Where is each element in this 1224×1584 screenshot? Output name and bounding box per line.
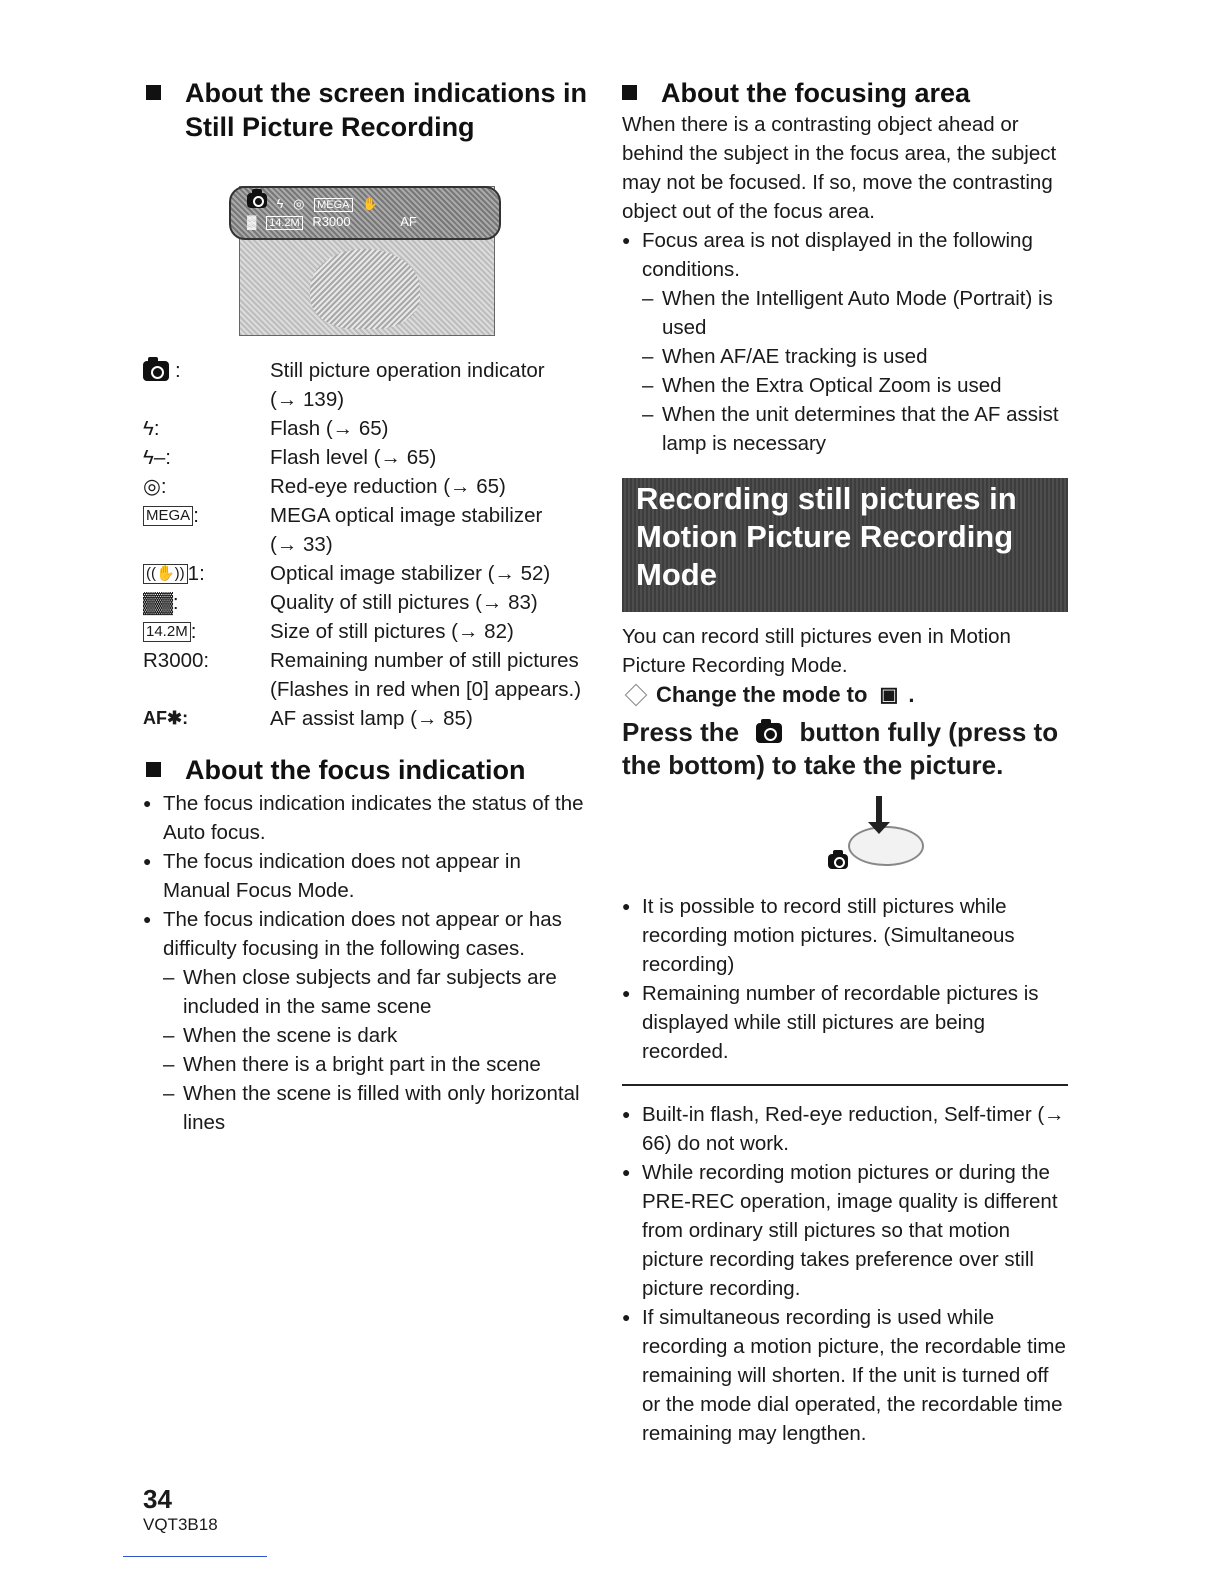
section-banner: Recording still pictures in Motion Picture Recording Mode: [622, 478, 1068, 612]
lcd-remaining: R3000: [312, 214, 351, 229]
size-icon: 14.2M: [143, 622, 191, 642]
list-item: ● Remaining number of recordable pictures is displayed while still pictures are being recorded.: [622, 979, 1072, 1066]
legend-text: Flash (→ 65): [270, 417, 389, 440]
focus-area-conditions: [642, 284, 1072, 458]
list-item: – When close subjects and far subjects are included in the same scene: [163, 963, 593, 1021]
press-instruction: Press the button fully (press to the bottom) to take the picture.: [622, 717, 1059, 780]
lcd-size: 14.2M: [266, 216, 303, 230]
legend-row: [143, 414, 593, 443]
quality-icon: ▓: [247, 214, 257, 229]
list-item: ● If simultaneous recording is used while recording a motion picture, the recordable time remaining will shorten. If the unit is turned off or the mode dial operated, the recordable time remaining may lengthen.: [622, 1303, 1072, 1448]
lcd-mega: MEGA: [314, 198, 352, 212]
list-item: ● Built-in flash, Red-eye reduction, Self-timer (→ 66) do not work.: [622, 1100, 1072, 1158]
red-eye-icon: ◎: [293, 196, 305, 211]
list-item: ● The focus indication does not appear or has difficulty focusing in the following cases.: [143, 905, 593, 963]
legend-row: [143, 704, 593, 733]
divider: [622, 1084, 1068, 1086]
square-bullet-icon: [146, 85, 161, 100]
list-item: – When the scene is filled with only horizontal lines: [163, 1079, 593, 1137]
flash-icon: ϟ:: [143, 417, 160, 440]
right-column: [622, 76, 1072, 1448]
legend-text: Still picture operation indicator (→ 139): [270, 359, 545, 411]
legend-symbol: :: [143, 356, 270, 385]
list-item: ● The focus indication indicates the status of the Auto focus.: [143, 789, 593, 847]
lcd-indicator-bar: [229, 186, 501, 240]
legend-symbol: ((✋)) 1:: [143, 559, 270, 588]
list-item: – When the scene is dark: [163, 1021, 593, 1050]
list-item: – When AF/AE tracking is used: [642, 342, 1072, 371]
square-bullet-icon: [622, 85, 637, 100]
focus-indication-list: [143, 789, 593, 963]
page-number: 34: [143, 1484, 172, 1514]
portrait-figure: [310, 249, 420, 329]
legend-row: [143, 646, 593, 704]
list-item: – When the Extra Optical Zoom is used: [642, 371, 1072, 400]
focus-indication-heading: About the focus indication: [143, 753, 593, 787]
legend-text: Remaining number of still pictures (Flashes in red when [0] appears.): [270, 649, 582, 701]
focusing-area-intro: When there is a contrasting object ahead or behind the subject in the focus area, the subject may not be focused. If so, move the contrasting object out of the focus area.: [622, 113, 1057, 223]
lcd-row-bottom: [247, 214, 423, 230]
legend-row: [143, 559, 593, 588]
heading-line1: About the screen indications in: [185, 78, 588, 108]
list-item: ● Focus area is not displayed in the following conditions.: [622, 226, 1072, 284]
list-item: ● While recording motion pictures or during the PRE-REC operation, image quality is different from ordinary still pictures so that motion picture recording takes preference over still picture recording.: [622, 1158, 1072, 1303]
lcd-row-top: [247, 193, 384, 212]
camera-icon: [756, 723, 782, 743]
banner-intro: You can record still pictures even in Motion Picture Recording Mode.: [622, 625, 1011, 677]
simultaneous-recording-list: [622, 892, 1072, 1066]
flash-icon: ϟ: [276, 196, 284, 211]
focusing-area-list: [622, 226, 1072, 284]
quality-icon: ▓▓:: [143, 591, 179, 614]
legend-row: [143, 617, 593, 646]
legend-text: Size of still pictures (→ 82): [270, 620, 514, 643]
list-item: – When the unit determines that the AF assist lamp is necessary: [642, 400, 1072, 458]
lcd-screenshot: [229, 186, 501, 336]
list-item: – When there is a bright part in the scene: [163, 1050, 593, 1079]
focus-cases-list: [163, 963, 593, 1137]
legend-symbol: MEGA :: [143, 501, 270, 530]
list-item: ● It is possible to record still pictures while recording motion pictures. (Simultaneous recording): [622, 892, 1072, 979]
footer-underline: [123, 1556, 267, 1557]
notes-list: [622, 1100, 1072, 1448]
motion-picture-mode-icon: ▣: [879, 684, 899, 706]
red-eye-icon: ◎:: [143, 475, 167, 498]
focusing-area-heading: About the focusing area: [619, 76, 1072, 110]
stabilizer-icon: ((✋)): [143, 564, 188, 584]
square-bullet-icon: [146, 762, 161, 777]
heading-line2: Still Picture Recording: [185, 112, 475, 142]
legend-text: MEGA optical image stabilizer (→ 33): [270, 504, 543, 556]
legend-text: Optical image stabilizer (→ 52): [270, 562, 551, 585]
legend-text: Quality of still pictures (→ 83): [270, 591, 538, 614]
list-item: ● The focus indication does not appear in Manual Focus Mode.: [143, 847, 593, 905]
step-diamond-icon: [625, 684, 648, 707]
legend-row: [143, 501, 593, 559]
list-item: – When the Intelligent Auto Mode (Portrait) is used: [642, 284, 1072, 342]
flash-level-icon: ϟ–:: [143, 446, 171, 469]
camera-icon: [828, 854, 848, 869]
lcd-af: AF: [400, 214, 417, 229]
mega-icon: MEGA: [143, 506, 193, 526]
legend-row: [143, 588, 593, 617]
legend-row: [143, 356, 593, 414]
remaining-symbol: R3000:: [143, 649, 210, 672]
stabilizer-icon: ✋: [362, 196, 379, 211]
camera-icon: [247, 193, 267, 208]
document-code: VQT3B18: [143, 1515, 218, 1534]
step-change-mode: Change the mode to ▣ .: [622, 680, 1072, 710]
legend-row: [143, 472, 593, 501]
legend-row: [143, 443, 593, 472]
screen-indications-heading: [143, 76, 593, 144]
left-column: [143, 76, 593, 1137]
legend-text: Red-eye reduction (→ 65): [270, 475, 506, 498]
legend-symbol: 14.2M :: [143, 617, 270, 646]
legend-text: AF assist lamp (→ 85): [270, 707, 473, 730]
legend-text: Flash level (→ 65): [270, 446, 437, 469]
arrow-down-icon: [876, 796, 882, 824]
shutter-button-figure: [802, 796, 942, 886]
indicator-legend: [143, 356, 593, 733]
af-assist-icon: AF✱:: [143, 708, 189, 728]
camera-icon: [143, 361, 169, 381]
